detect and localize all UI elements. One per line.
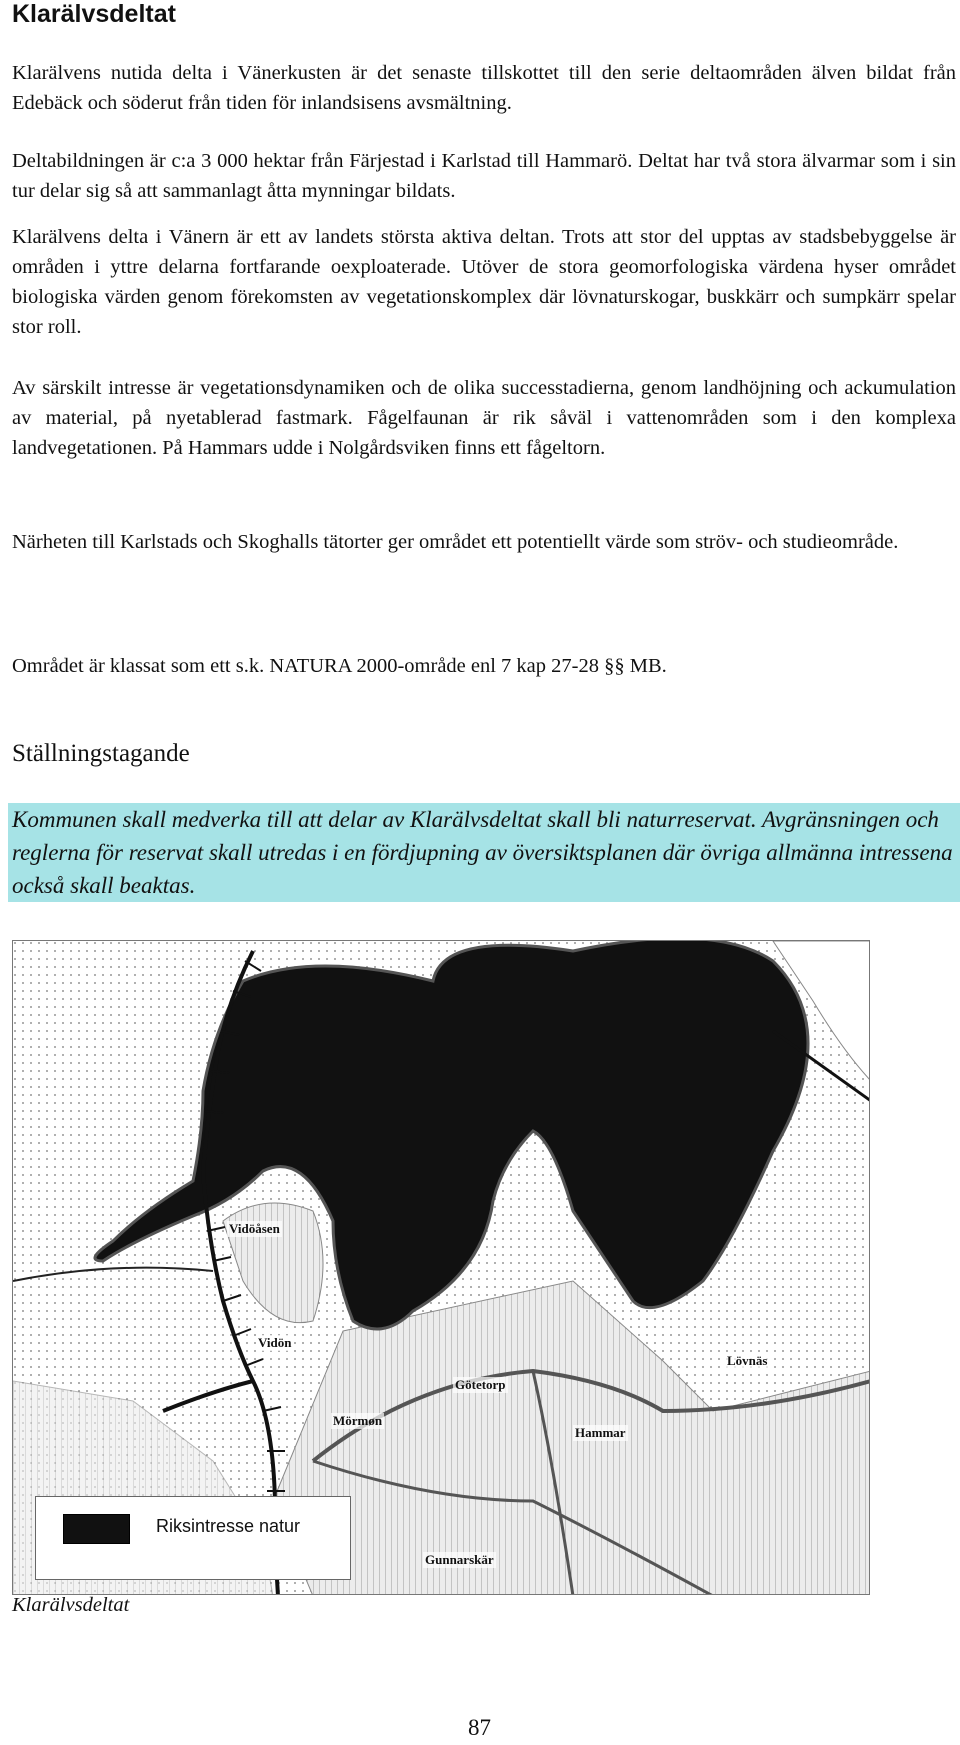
place-label-hammar: Hammar <box>575 1425 626 1440</box>
paragraph-6: Området är klassat som ett s.k. NATURA 2000-område enl 7 kap 27-28 §§ MB. <box>12 655 667 677</box>
place-label-mormon: Mörmøn <box>333 1413 383 1428</box>
place-label-lovnas: Lövnäs <box>727 1353 768 1368</box>
place-label-gunnarskar: Gunnarskär <box>425 1552 494 1567</box>
legend-label: Riksintresse natur <box>156 1516 301 1536</box>
place-label-gotetorp: Götetorp <box>455 1377 506 1392</box>
map-legend <box>35 1496 351 1580</box>
section-subheading: Ställningstagande <box>12 740 190 767</box>
paragraph-3: Klarälvens delta i Vänern är ett av landets största aktiva deltan. Trots att stor del upptas av stadsbebyggelse är områden i yttre delarna fortfarande oexploaterade. Utöver de stora geomorfologiska värdena hyser området biologiska värden genom förekomsten av vegetationskomplex där lövnaturskogar, buskkärr och sumpkärr spelar stor roll. <box>12 226 956 338</box>
delta-map <box>12 940 870 1595</box>
legend-swatch <box>63 1514 130 1544</box>
page-number: 87 <box>468 1715 491 1740</box>
paragraph-5: Närheten till Karlstads och Skoghalls tätorter ger området ett potentiellt värde som ströv- och studieområde. <box>12 531 899 553</box>
place-label-vidoasen: Vidöåsen <box>229 1221 280 1236</box>
paragraph-1: Klarälvens nutida delta i Vänerkusten är det senaste tillskottet till den serie deltaområden älven bildat från Edebäck och söderut från tiden för inlandsisens avsmältning. <box>12 62 956 114</box>
paragraph-2: Deltabildningen är c:a 3 000 hektar från Färjestad i Karlstad till Hammarö. Deltat har två stora älvarmar som i sin tur delar sig så att sammanlagt åtta mynningar bildats. <box>12 150 956 202</box>
page-heading: Klarälvsdeltat <box>12 0 176 28</box>
place-label-vidon: Vidön <box>258 1335 292 1350</box>
decision-box: Kommunen skall medverka till att delar av Klarälvsdeltat skall bli naturreservat. Avgränsningen och reglerna för reservat skall utredas i en fördjupning av översiktsplanen där övriga allmänna intressena också skall beaktas. <box>8 803 960 902</box>
paragraph-4: Av särskilt intresse är vegetationsdynamiken och de olika successtadierna, genom landhöjning och ackumulation av material, på nyetablerad fastmark. Fågelfaunan är rik såväl i vattenområden som i den komplexa landvegetationen. På Hammars udde i Nolgårdsviken finns ett fågeltorn. <box>12 377 956 459</box>
map-caption: Klarälvsdeltat <box>12 1594 130 1616</box>
